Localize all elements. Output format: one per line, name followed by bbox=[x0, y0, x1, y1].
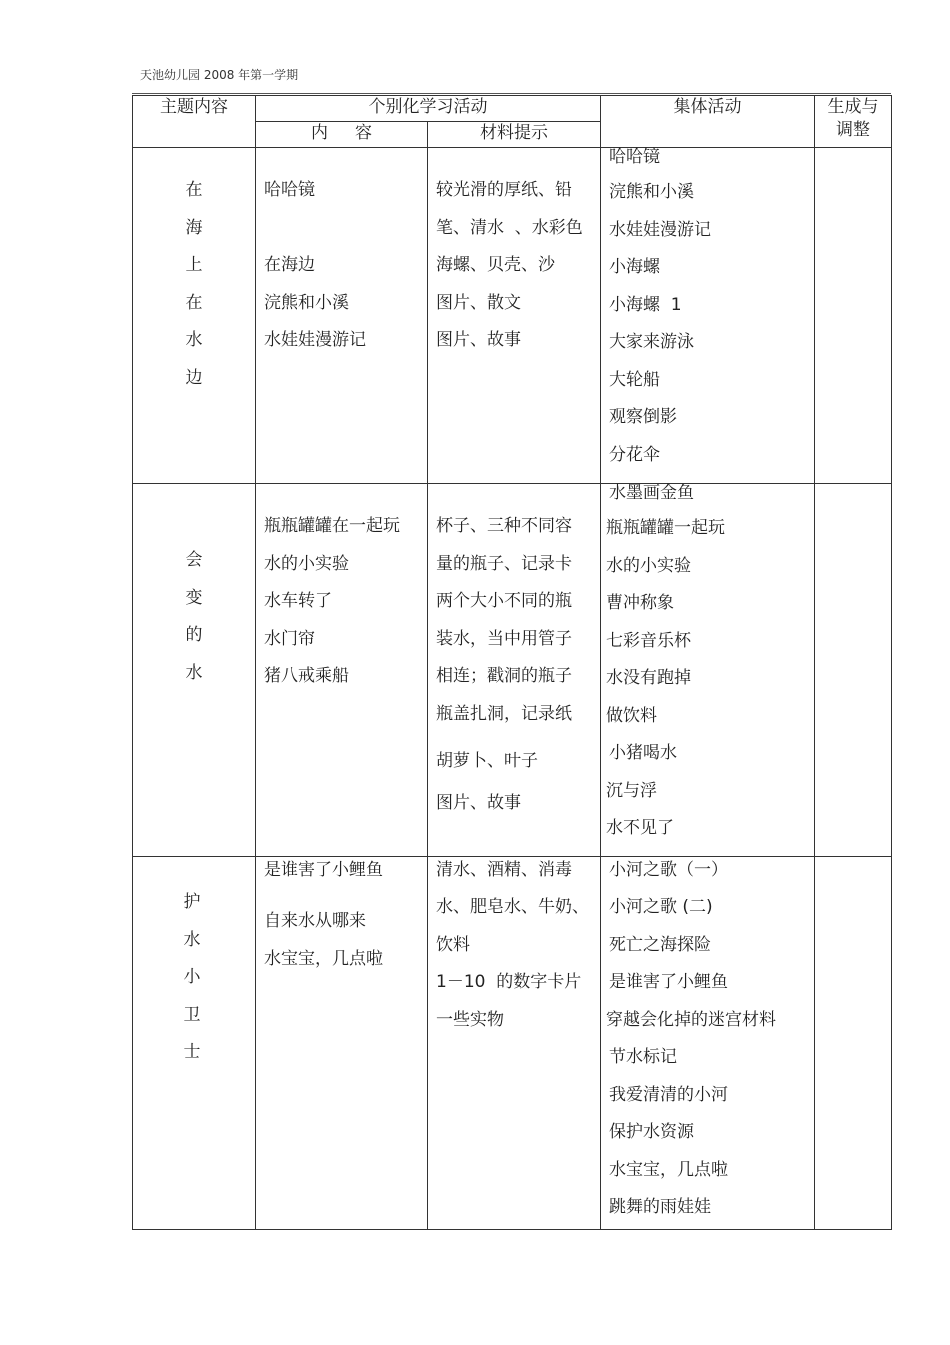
materials-header: 材料提示 bbox=[428, 122, 601, 148]
theme-char: 会 bbox=[185, 550, 203, 570]
generate-cell bbox=[815, 484, 892, 857]
content-list bbox=[256, 484, 427, 696]
material-item: 1－10 的数字卡片 bbox=[436, 972, 582, 992]
generate-header-label: 生成与调整 bbox=[827, 97, 879, 140]
generate-header bbox=[815, 96, 892, 148]
materials-cell bbox=[428, 857, 601, 1230]
theme-char: 边 bbox=[185, 367, 203, 388]
group-item: 穿越会化掉的迷宫材料 bbox=[606, 1009, 776, 1030]
content-item bbox=[264, 210, 427, 248]
content-item: 水车转了 bbox=[264, 591, 332, 611]
group-item: 小猪喝水 bbox=[609, 743, 677, 763]
content-header: 内 容 bbox=[256, 122, 428, 148]
table-row bbox=[133, 484, 892, 857]
content-cell bbox=[256, 148, 428, 484]
material-item: 胡萝卜、叶子 bbox=[436, 751, 538, 771]
group-cell bbox=[601, 148, 815, 484]
group-item: 小海螺 bbox=[609, 257, 660, 277]
theme-cell bbox=[133, 148, 256, 484]
material-item: 笔、清水 、水彩色 bbox=[436, 217, 583, 238]
content-item: 水娃娃漫游记 bbox=[264, 330, 366, 350]
group-item: 保护水资源 bbox=[609, 1122, 694, 1142]
content-cell bbox=[256, 484, 428, 857]
theme-label bbox=[133, 172, 255, 397]
theme-char: 在 bbox=[185, 180, 203, 200]
content-item: 水宝宝，几点啦 bbox=[264, 948, 383, 969]
theme-char: 卫 bbox=[183, 1004, 201, 1025]
group-cell bbox=[601, 484, 815, 857]
page-header: 天池幼儿园 2008 年第一学期 bbox=[140, 68, 299, 82]
group-item: 水娃娃漫游记 bbox=[609, 219, 711, 240]
material-item: 饮料 bbox=[436, 934, 470, 955]
theme-char: 变 bbox=[185, 587, 203, 608]
theme-char: 士 bbox=[183, 1042, 201, 1062]
group-list bbox=[601, 857, 814, 1227]
material-item: 装水，当中用管子 bbox=[436, 628, 572, 649]
material-item: 清水、酒精、消毒 bbox=[436, 860, 572, 880]
group-item: 小河之歌（一） bbox=[609, 860, 728, 880]
group-item: 水没有跑掉 bbox=[606, 668, 691, 688]
theme-char: 的 bbox=[185, 625, 203, 645]
group-item: 曹冲称象 bbox=[606, 593, 674, 613]
content-item: 是谁害了小鲤鱼 bbox=[264, 860, 383, 880]
theme-label bbox=[133, 542, 255, 692]
group-item: 观察倒影 bbox=[609, 407, 677, 427]
group-item: 七彩音乐杯 bbox=[606, 630, 691, 651]
material-item: 一些实物 bbox=[436, 1009, 504, 1030]
theme-char: 上 bbox=[185, 255, 203, 275]
group-item: 大轮船 bbox=[609, 369, 660, 390]
material-item: 海螺、贝壳、沙 bbox=[436, 255, 555, 275]
table-row bbox=[133, 857, 892, 1230]
theme-char: 护 bbox=[183, 892, 201, 912]
group-item: 水墨画金鱼 bbox=[609, 483, 694, 503]
content-item: 水门帘 bbox=[264, 628, 315, 649]
content-item: 猪八戒乘船 bbox=[264, 666, 349, 686]
theme-cell bbox=[133, 857, 256, 1230]
material-item: 杯子、三种不同容 bbox=[436, 516, 572, 536]
content-item: 自来水从哪来 bbox=[264, 911, 366, 931]
table-row bbox=[133, 148, 892, 484]
group-item: 是谁害了小鲤鱼 bbox=[609, 972, 728, 992]
group-cell bbox=[601, 857, 815, 1230]
group-item: 我爱清清的小河 bbox=[609, 1084, 728, 1105]
material-item: 瓶盖扎洞，记录纸 bbox=[436, 703, 572, 724]
group-item: 水宝宝，几点啦 bbox=[609, 1159, 728, 1180]
material-item: 水、肥皂水、牛奶、 bbox=[436, 897, 589, 917]
group-item: 瓶瓶罐罐一起玩 bbox=[606, 518, 725, 538]
materials-list bbox=[428, 484, 600, 823]
group-item: 浣熊和小溪 bbox=[609, 182, 694, 202]
group-item: 沉与浮 bbox=[606, 780, 657, 801]
group-item: 分花伞 bbox=[609, 444, 660, 465]
group-item: 水不见了 bbox=[606, 818, 674, 838]
group-item: 小海螺 1 bbox=[609, 294, 682, 315]
content-item: 哈哈镜 bbox=[264, 180, 315, 200]
material-item: 较光滑的厚纸、铅 bbox=[436, 180, 572, 200]
theme-char: 海 bbox=[185, 217, 203, 238]
group-header: 集体活动 bbox=[601, 96, 815, 148]
materials-cell bbox=[428, 148, 601, 484]
content-item: 在海边 bbox=[264, 255, 315, 275]
material-item: 量的瓶子、记录卡 bbox=[436, 553, 572, 574]
group-list bbox=[601, 148, 814, 474]
header-rule bbox=[132, 93, 891, 94]
content-list bbox=[256, 148, 427, 360]
group-item: 哈哈镜 bbox=[609, 147, 660, 167]
group-item: 死亡之海探险 bbox=[609, 934, 711, 955]
content-item: 水的小实验 bbox=[264, 553, 349, 574]
material-item: 图片、故事 bbox=[436, 330, 521, 350]
group-item: 水的小实验 bbox=[606, 555, 691, 576]
theme-char: 水 bbox=[185, 330, 203, 350]
theme-char: 小 bbox=[183, 967, 201, 987]
individual-header: 个别化学习活动 bbox=[256, 96, 601, 122]
material-item: 图片、故事 bbox=[436, 793, 521, 813]
content-list bbox=[256, 857, 427, 978]
group-item: 跳舞的雨娃娃 bbox=[609, 1197, 711, 1217]
theme-char: 在 bbox=[185, 292, 203, 313]
theme-char: 水 bbox=[185, 662, 203, 683]
material-item: 两个大小不同的瓶 bbox=[436, 591, 572, 611]
content-cell bbox=[256, 857, 428, 1230]
theme-cell bbox=[133, 484, 256, 857]
material-item: 图片、散文 bbox=[436, 292, 521, 313]
materials-list bbox=[428, 148, 600, 360]
theme-label bbox=[133, 884, 251, 1072]
activity-plan-table bbox=[132, 95, 892, 1230]
content-item bbox=[264, 885, 427, 903]
material-item: 相连；戳洞的瓶子 bbox=[436, 666, 572, 686]
generate-cell bbox=[815, 148, 892, 484]
materials-list bbox=[428, 857, 600, 1039]
theme-char: 水 bbox=[183, 929, 201, 950]
theme-header: 主题内容 bbox=[133, 96, 256, 148]
group-item: 大家来游泳 bbox=[609, 332, 694, 352]
group-item: 小河之歌 (二) bbox=[609, 897, 713, 917]
group-list bbox=[601, 484, 814, 848]
group-item: 做饮料 bbox=[606, 705, 657, 726]
materials-cell bbox=[428, 484, 601, 857]
content-item: 浣熊和小溪 bbox=[264, 292, 349, 313]
group-item: 节水标记 bbox=[609, 1047, 677, 1067]
generate-cell bbox=[815, 857, 892, 1230]
content-item: 瓶瓶罐罐在一起玩 bbox=[264, 516, 400, 536]
